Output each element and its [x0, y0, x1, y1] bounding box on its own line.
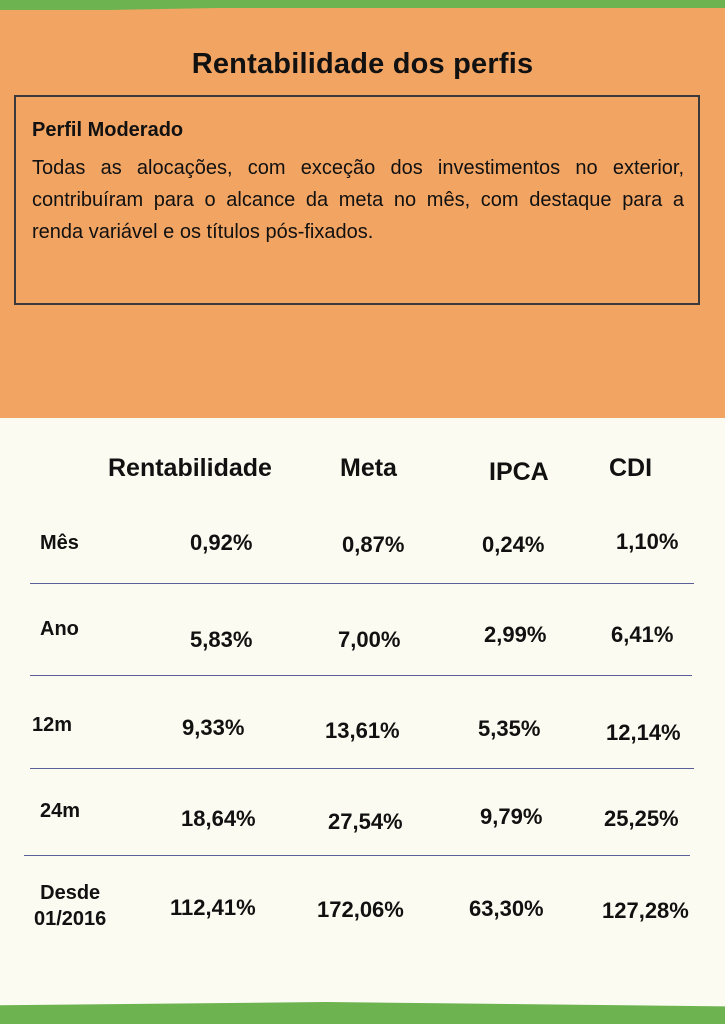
cell-ano-cdi: 6,41%	[611, 622, 674, 647]
cell-ano-meta: 7,00%	[338, 627, 401, 652]
cell-24m-ipca: 9,79%	[480, 804, 543, 829]
row-label-mes: Mês	[40, 532, 79, 554]
cell-mes-rentabilidade: 0,92%	[190, 530, 253, 555]
cell-ano-rentabilidade: 5,83%	[190, 627, 253, 652]
cell-12m-ipca: 5,35%	[478, 716, 541, 741]
cell-desde-meta: 172,06%	[317, 897, 404, 922]
returns-table	[0, 418, 725, 1003]
cell-12m-meta: 13,61%	[325, 718, 400, 743]
cell-mes-cdi: 1,10%	[616, 529, 679, 554]
cell-12m-cdi: 12,14%	[606, 720, 681, 745]
row-label-line2: 01/2016	[34, 908, 107, 930]
profile-title: Perfil Moderado	[32, 119, 184, 141]
cell-24m-meta: 27,54%	[328, 809, 403, 834]
cell-desde-ipca: 63,30%	[469, 896, 544, 921]
profile-description: Todas as alocações, com exceção dos investimentos no exterior, contribuíram para o alcance da meta no mês, com destaque para a renda variável e os títulos pós-fixados.	[32, 157, 684, 243]
header-rentabilidade: Rentabilidade	[108, 454, 272, 482]
row-label-ano: Ano	[40, 618, 79, 640]
cell-mes-meta: 0,87%	[342, 532, 405, 557]
profile-info-box	[14, 95, 700, 305]
header-meta: Meta	[340, 454, 397, 482]
header-ipca: IPCA	[489, 458, 549, 486]
cell-mes-ipca: 0,24%	[482, 532, 545, 557]
row-label-desde-2016	[34, 880, 106, 932]
row-label-line1: Desde	[40, 882, 101, 904]
row-label-12m: 12m	[32, 714, 73, 736]
cell-ano-ipca: 2,99%	[484, 622, 547, 647]
cell-24m-cdi: 25,25%	[604, 806, 679, 831]
cell-12m-rentabilidade: 9,33%	[182, 715, 245, 740]
row-separator	[30, 768, 694, 769]
row-separator	[24, 855, 690, 856]
cell-desde-rentabilidade: 112,41%	[170, 895, 256, 920]
row-separator	[30, 675, 692, 676]
page-title: Rentabilidade dos perfis	[191, 48, 534, 80]
row-separator	[30, 583, 694, 584]
bottom-green-band	[0, 1002, 725, 1024]
cell-24m-rentabilidade: 18,64%	[181, 806, 256, 831]
cell-desde-cdi: 127,28%	[602, 898, 689, 923]
row-label-24m: 24m	[40, 800, 81, 822]
header-cdi: CDI	[609, 454, 653, 482]
